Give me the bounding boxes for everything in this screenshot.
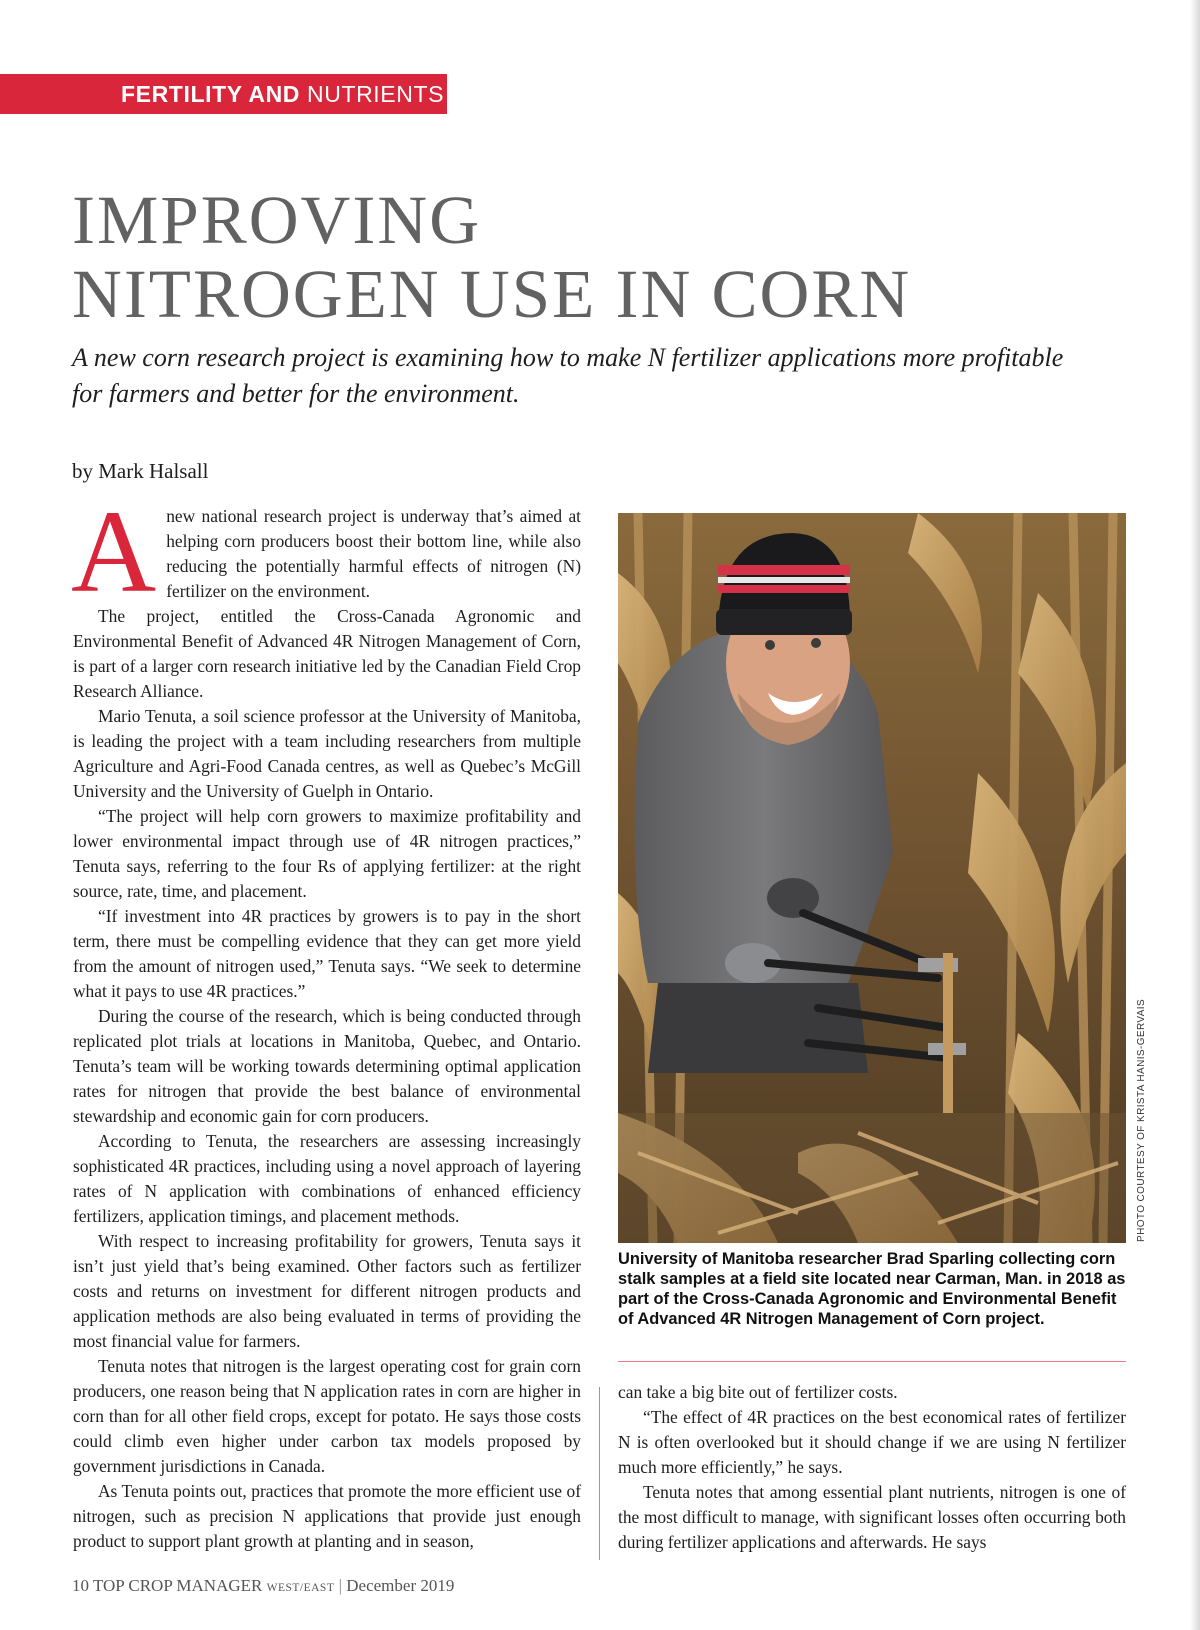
photo-illustration — [618, 513, 1126, 1243]
article-column-left — [71, 486, 581, 1554]
article-paragraph: can take a big bite out of fertilizer costs. — [618, 1382, 898, 1402]
article-paragraph: The project, entitled the Cross-Canada Agronomic and Environmental Benefit of Advanced 4R Nitrogen Management of Corn, is part of a larger corn research initiative led by the Canadian Field Crop Research Alliance. — [73, 606, 581, 701]
section-label-light: NUTRIENTS — [307, 81, 445, 107]
publication-edition: WEST/EAST — [266, 1582, 335, 1594]
article-paragraph: According to Tenuta, the researchers are assessing increasingly sophisticated 4R practices, including using a novel approach of layering rates of N application with combinations of enhanced efficiency fertilizers, application timings, and placement methods. — [73, 1131, 581, 1226]
page-edge-shadow — [1190, 0, 1200, 1630]
article-paragraph — [71, 486, 581, 617]
article-column-right — [618, 1380, 1126, 1555]
article-deck: A new corn research project is examining how to make N fertilizer applications more profitable for farmers and better for the environment. — [72, 343, 1064, 408]
drop-cap: A — [71, 486, 157, 617]
article-paragraph: As Tenuta points out, practices that promote the more efficient use of nitrogen, such as precision N applications that provide just enough product to support plant growth at planting and in season, — [73, 1481, 581, 1551]
article-paragraph: Mario Tenuta, a soil science professor at the University of Manitoba, is leading the project with a team including researchers from multiple Agriculture and Agri-Food Canada centres, as well as Quebec’s McGill University and the University of Guelph in Ontario. — [73, 706, 581, 801]
column-divider — [599, 1387, 600, 1560]
page-number: 10 — [72, 1576, 89, 1595]
headline-line-1: IMPROVING — [72, 182, 482, 258]
section-label-bold: FERTILITY AND — [121, 81, 301, 107]
section-banner — [0, 74, 447, 114]
article-photo — [618, 513, 1126, 1243]
caption-rule — [618, 1361, 1126, 1362]
article-paragraph: “The project will help corn growers to maximize profitability and lower environmental impact through use of 4R nitrogen practices,” Tenuta says, referring to the four Rs of applying fertilizer: at the right source, rate, time, and placement. — [73, 806, 581, 901]
publication-name: TOP CROP MANAGER — [92, 1576, 263, 1595]
photo-caption: University of Manitoba researcher Brad Sparling collecting corn stalk samples at a field site located near Carman, Man. in 2018 as part of the Cross-Canada Agronomic and Environmental Benefit of Advanced 4R Nitrogen Management of Corn project. — [618, 1250, 1126, 1328]
footer-separator: | — [338, 1576, 343, 1595]
page-footer — [72, 1576, 454, 1596]
article-paragraph: Tenuta notes that nitrogen is the largest operating cost for grain corn producers, one reason being that N application rates in corn are higher in corn than for all other field crops, except for potato. He says those costs could climb even higher under carbon tax models proposed by government jurisdictions in Canada. — [73, 1356, 581, 1476]
article-paragraph: Tenuta notes that among essential plant nutrients, nitrogen is one of the most difficult to manage, with significant losses often occurring both during fertilizer applications and afterwards. He says — [618, 1482, 1126, 1552]
byline: by Mark Halsall — [72, 459, 209, 483]
headline-line-2: NITROGEN USE IN CORN — [72, 256, 912, 332]
lead-paragraph-text: new national research project is underway that’s aimed at helping corn producers boost their bottom line, while also reducing the potentially harmful effects of nitrogen (N) fertilizer on the environment. — [166, 506, 581, 601]
article-paragraph: “The effect of 4R practices on the best economical rates of fertilizer N is often overlooked but it should change if we are using N fertilizer much more efficiently,” he says. — [618, 1407, 1126, 1477]
article-paragraph: With respect to increasing profitability for growers, Tenuta says it isn’t just yield that’s being examined. Other factors such as fertilizer costs and returns on investment for different nitrogen products and application methods are also being evaluated in terms of providing the most financial value for farmers. — [73, 1231, 581, 1351]
article-paragraph: During the course of the research, which is being conducted through replicated plot trials at locations in Manitoba, Quebec, and Ontario. Tenuta’s team will be working towards determining optimal application rates for nitrogen that provide the best balance of environmental stewardship and economic gain for corn producers. — [73, 1006, 581, 1126]
issue-date: December 2019 — [346, 1576, 455, 1595]
photo-credit: PHOTO COURTESY OF KRISTA HANIS-GERVAIS — [1136, 998, 1147, 1242]
article-paragraph: “If investment into 4R practices by growers is to pay in the short term, there must be compelling evidence that they can get more yield from the amount of nitrogen used,” Tenuta says. “We seek to determine what it pays to use 4R practices.” — [73, 906, 581, 1001]
article-headline — [72, 183, 911, 331]
